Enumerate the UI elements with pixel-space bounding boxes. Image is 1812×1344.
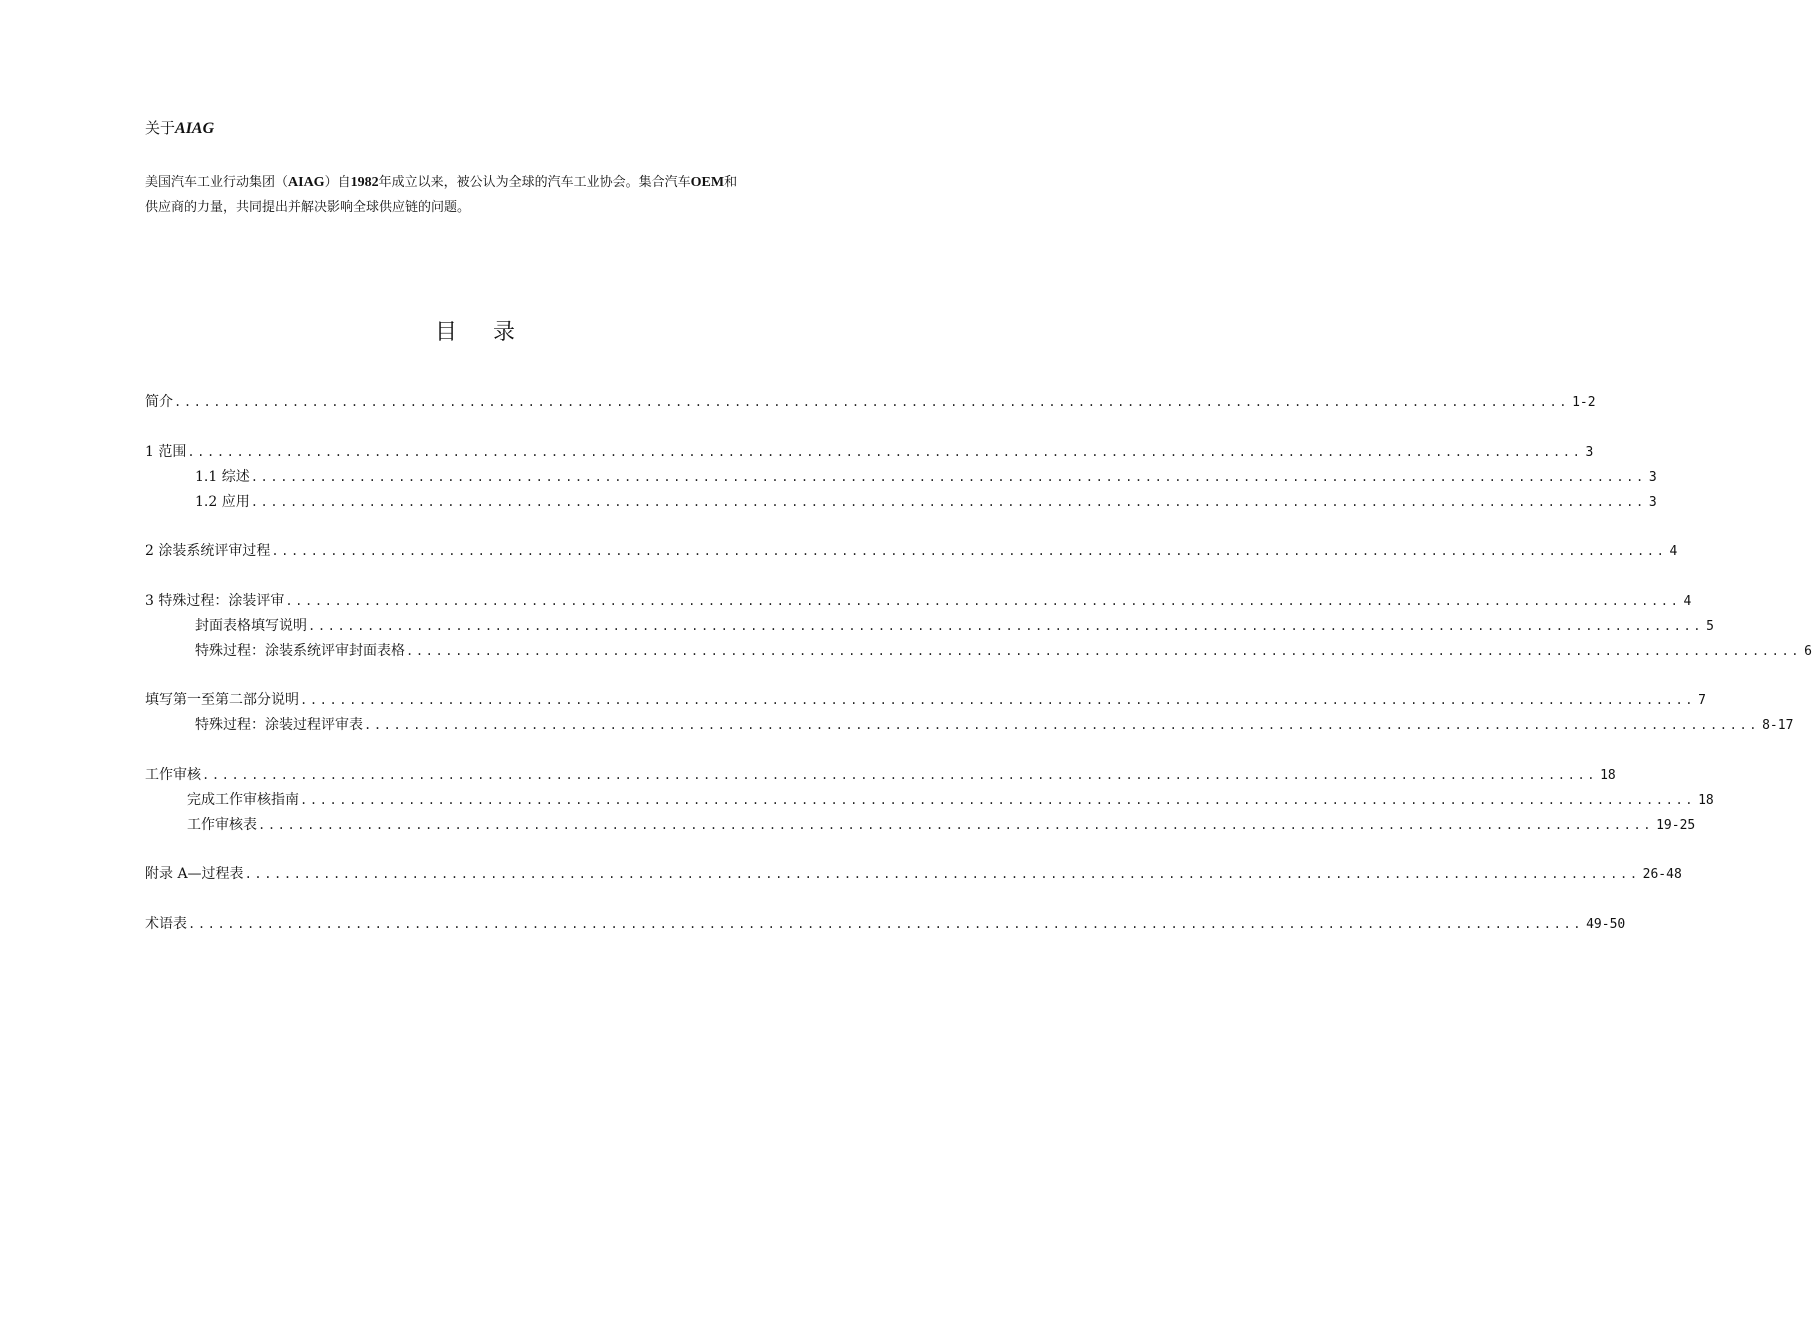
toc-leader-dots: .............................................................................................................................................. xyxy=(406,644,1802,658)
toc-entry-label: 特殊过程：涂装过程评审表 xyxy=(195,717,363,733)
toc-entry-application[interactable] xyxy=(195,490,1657,514)
about-text: 美国汽车工业行动集团（ xyxy=(145,175,289,190)
toc-entry-label: 2 涂装系统评审过程 xyxy=(145,543,271,559)
toc-entry-intro[interactable] xyxy=(145,390,1596,414)
toc-page-number: 18 xyxy=(1600,768,1616,783)
toc-entry-job-audit[interactable] xyxy=(145,763,1616,787)
toc-entry-label: 特殊过程：涂装系统评审封面表格 xyxy=(195,643,405,659)
toc-leader-dots: .............................................................................................................................................. xyxy=(188,917,1584,931)
toc-leader-dots: .............................................................................................................................................. xyxy=(250,495,1646,509)
toc-entry-cover-form-instructions[interactable] xyxy=(195,614,1714,638)
toc-entry-label: 封面表格填写说明 xyxy=(195,618,307,634)
toc-page-number: 18 xyxy=(1698,793,1714,808)
toc-page-number: 4 xyxy=(1683,594,1692,609)
toc-page-number: 49-50 xyxy=(1586,917,1626,932)
toc-page-number: 6 xyxy=(1804,644,1812,659)
toc-page-number: 26-48 xyxy=(1642,867,1682,882)
toc-page-number: 5 xyxy=(1706,619,1714,634)
toc-entry-label: 3 特殊过程：涂装评审 xyxy=(145,593,285,609)
toc-entry-appendix-a[interactable] xyxy=(145,862,1682,886)
about-year-bold: 1982 xyxy=(350,175,379,190)
toc-entry-label: 工作审核 xyxy=(145,767,201,783)
toc-leader-dots: .............................................................................................................................................. xyxy=(308,619,1704,633)
toc-entry-audit-table[interactable] xyxy=(187,813,1696,837)
about-paragraph xyxy=(145,170,815,220)
toc-entry-label: 填写第一至第二部分说明 xyxy=(145,692,299,708)
toc-entry-label: 简介 xyxy=(145,394,173,410)
toc-leader-dots: .............................................................................................................................................. xyxy=(250,470,1646,484)
toc-page-number: 4 xyxy=(1669,544,1678,559)
about-text: 和 xyxy=(724,175,738,190)
toc-page-number: 3 xyxy=(1648,470,1657,485)
toc-leader-dots: .............................................................................................................................................. xyxy=(187,445,1583,459)
toc-leader-dots: .............................................................................................................................................. xyxy=(271,544,1667,558)
toc-leader-dots: .............................................................................................................................................. xyxy=(244,867,1640,881)
toc-page-number: 7 xyxy=(1698,693,1706,708)
toc-leader-dots: .............................................................................................................................................. xyxy=(202,768,1598,782)
about-heading xyxy=(145,118,214,139)
toc-page-number: 8-17 xyxy=(1762,718,1794,733)
about-text: ）自 xyxy=(324,175,351,190)
about-line-1 xyxy=(145,170,815,195)
about-oem-bold: OEM xyxy=(690,175,725,190)
toc-entry-label: 术语表 xyxy=(145,916,187,932)
about-heading-brand: AIAG xyxy=(175,120,215,137)
toc-page-number: 1-2 xyxy=(1572,395,1596,410)
toc-entry-label: 1 范围 xyxy=(145,444,187,460)
toc-leader-dots: .............................................................................................................................................. xyxy=(300,693,1696,707)
toc-entry-label: 1.1 综述 xyxy=(195,469,250,485)
about-line-2: 供应商的力量，共同提出并解决影响全球供应链的问题。 xyxy=(145,200,471,215)
toc-entry-cover-form[interactable] xyxy=(195,639,1812,663)
toc-entry-overview[interactable] xyxy=(195,465,1657,489)
toc-page-number: 3 xyxy=(1648,495,1657,510)
toc-leader-dots: .............................................................................................................................................. xyxy=(174,395,1570,409)
toc-title-char-2: 录 xyxy=(493,320,516,345)
toc-entry-scope[interactable] xyxy=(145,440,1594,464)
toc-page-number: 3 xyxy=(1585,445,1594,460)
about-text: 年成立以来，被公认为全球的汽车工业协会。集合汽车 xyxy=(378,175,691,190)
toc-entry-glossary[interactable] xyxy=(145,912,1626,936)
about-heading-prefix: 关于 xyxy=(145,119,176,137)
toc-entry-label: 附录 A—过程表 xyxy=(145,866,244,882)
toc-leader-dots: .............................................................................................................................................. xyxy=(285,594,1681,608)
toc-title-char-1: 目 xyxy=(434,320,457,345)
toc-entry-part-instructions[interactable] xyxy=(145,688,1706,712)
about-brand-bold: AIAG xyxy=(288,175,325,190)
toc-entry-special-process[interactable] xyxy=(145,589,1692,613)
toc-leader-dots: .............................................................................................................................................. xyxy=(364,718,1760,732)
toc-title xyxy=(0,318,950,348)
toc-entry-label: 工作审核表 xyxy=(187,817,257,833)
toc-entry-audit-guide[interactable] xyxy=(187,788,1714,812)
toc-page-number: 19-25 xyxy=(1656,818,1696,833)
toc-leader-dots: .............................................................................................................................................. xyxy=(300,793,1696,807)
toc-entry-process-review-table[interactable] xyxy=(195,713,1794,737)
toc-entry-coating-review-process[interactable] xyxy=(145,539,1678,563)
toc-leader-dots: .............................................................................................................................................. xyxy=(258,818,1654,832)
toc-entry-label: 1.2 应用 xyxy=(195,494,250,510)
toc-entry-label: 完成工作审核指南 xyxy=(187,792,299,808)
